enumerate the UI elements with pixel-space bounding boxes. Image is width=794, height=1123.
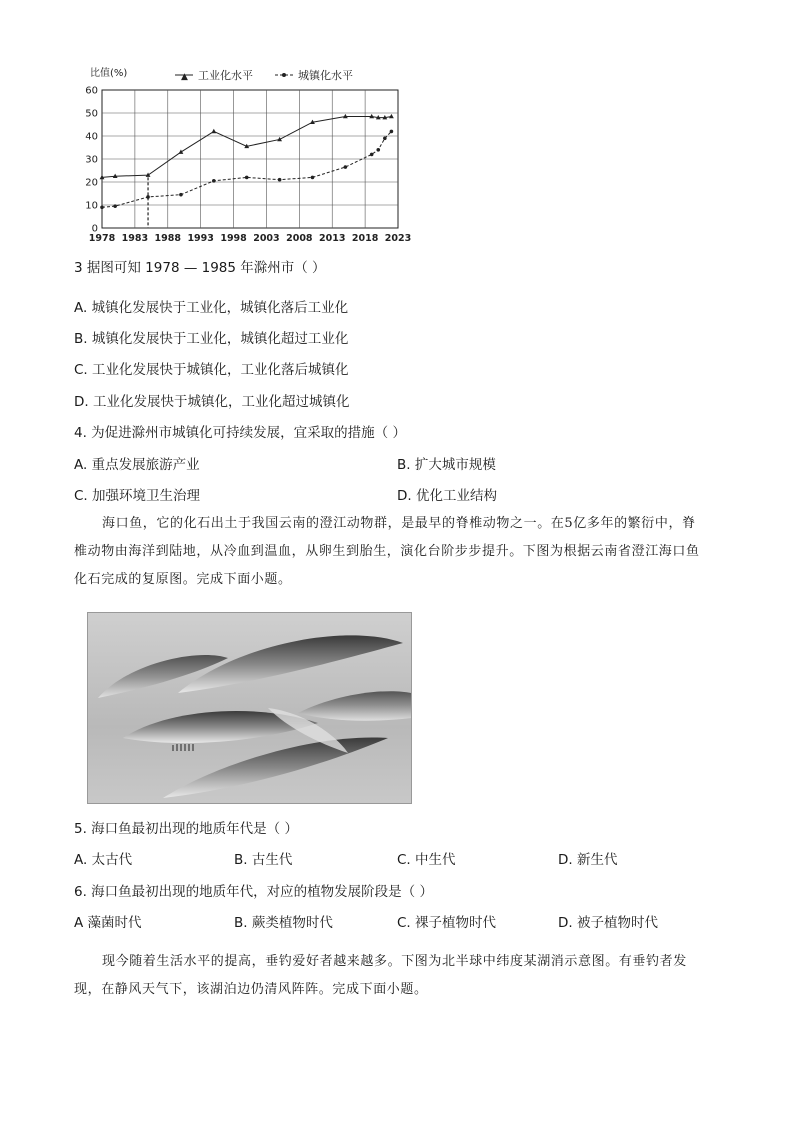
passage1-line1: 海口鱼，它的化石出土于我国云南的澄江动物群，是最早的脊椎动物之一。在5亿多年的繁衍中，脊 <box>102 516 696 531</box>
data-point-urban <box>212 179 216 183</box>
y-tick-label: 60 <box>85 85 98 97</box>
legend-marker-industrial: ▲ <box>181 72 188 82</box>
data-point-urban <box>179 193 183 197</box>
legend-marker-urban <box>282 73 286 77</box>
y-tick-label: 0 <box>91 223 98 235</box>
q4-option-d[interactable]: D. 优化工业结构 <box>397 488 497 504</box>
data-point-industrial <box>211 129 216 133</box>
data-point-industrial <box>179 150 184 154</box>
q3-option-d[interactable]: D. 工业化发展快于城镇化，工业化超过城镇化 <box>74 394 350 410</box>
y-tick-label: 10 <box>85 200 98 212</box>
data-point-urban <box>100 206 104 210</box>
q3-option-a[interactable]: A. 城镇化发展快于工业化，城镇化落后工业化 <box>74 300 349 316</box>
q3-option-c[interactable]: C. 工业化发展快于城镇化，工业化落后城镇化 <box>74 362 349 378</box>
passage2-line1: 现今随着生活水平的提高，垂钓爱好者越来越多。下图为北半球中纬度某湖消示意图。有垂钓者发 <box>102 954 687 969</box>
x-tick-label: 1978 <box>88 233 116 244</box>
series-line-1 <box>102 131 391 207</box>
data-point-urban <box>146 195 150 199</box>
y-tick-label: 50 <box>85 108 98 120</box>
passage-haikouichthys <box>74 510 724 594</box>
x-tick-label: 1993 <box>187 233 214 244</box>
legend-label-urban: 城镇化水平 <box>298 69 353 82</box>
data-point-urban <box>383 137 387 141</box>
y-tick-label: 20 <box>85 177 98 189</box>
q3-stem: 3 据图可知 1978 — 1985 年滁州市（ ） <box>74 260 326 276</box>
q6-option-c[interactable]: C. 裸子植物时代 <box>397 915 497 931</box>
x-tick-label: 2008 <box>286 233 313 244</box>
data-point-urban <box>390 130 394 134</box>
q4-option-a[interactable]: A. 重点发展旅游产业 <box>74 457 200 473</box>
data-point-urban <box>113 204 117 208</box>
passage1-line3: 化石完成的复原图。完成下面小题。 <box>74 572 292 587</box>
data-point-urban <box>376 148 380 152</box>
q4-stem: 4. 为促进滁州市城镇化可持续发展，宜采取的措施（ ） <box>74 425 406 441</box>
data-point-industrial <box>389 114 394 118</box>
data-point-urban <box>370 153 374 157</box>
x-tick-label: 1998 <box>220 233 247 244</box>
q6-option-b[interactable]: B. 蕨类植物时代 <box>234 915 333 931</box>
passage2-line2: 现，在静风天气下，该湖泊边仍清风阵阵。完成下面小题。 <box>74 982 428 997</box>
passage-fishing-lake <box>74 948 724 1004</box>
haikouichthys-reconstruction-image <box>87 612 412 804</box>
legend <box>175 68 353 82</box>
x-tick-label: 2023 <box>384 233 412 244</box>
q5-option-a[interactable]: A. 太古代 <box>74 852 133 868</box>
y-axis-label: 比值(%) <box>90 68 128 79</box>
q5-stem: 5. 海口鱼最初出现的地质年代是（ ） <box>74 821 298 837</box>
q5-option-d[interactable]: D. 新生代 <box>558 852 618 868</box>
data-point-urban <box>311 176 315 180</box>
data-point-urban <box>344 165 348 169</box>
q4-option-c[interactable]: C. 加强环境卫生治理 <box>74 488 201 504</box>
q5-option-c[interactable]: C. 中生代 <box>397 852 456 868</box>
x-tick-label: 2018 <box>351 233 379 244</box>
q6-option-d[interactable]: D. 被子植物时代 <box>558 915 658 931</box>
x-tick-label: 2013 <box>318 233 346 244</box>
q6-stem: 6. 海口鱼最初出现的地质年代，对应的植物发展阶段是（ ） <box>74 884 433 900</box>
data-point-urban <box>278 178 282 182</box>
y-tick-label: 30 <box>85 154 98 166</box>
legend-label-industrial: 工业化水平 <box>198 69 253 82</box>
y-tick-label: 40 <box>85 131 98 143</box>
x-tick-label: 1988 <box>154 233 182 244</box>
q3-option-b[interactable]: B. 城镇化发展快于工业化，城镇化超过工业化 <box>74 331 349 347</box>
data-point-urban <box>245 176 249 180</box>
q5-option-b[interactable]: B. 古生代 <box>234 852 293 868</box>
q6-option-a[interactable]: A 藻菌时代 <box>74 915 142 931</box>
plot-area <box>85 86 411 245</box>
line-chart <box>80 62 420 252</box>
passage1-line2: 椎动物由海洋到陆地，从冷血到温血，从卵生到胎生，演化台阶步步提升。下图为根据云南省澄江海口鱼 <box>74 544 700 559</box>
x-tick-label: 1983 <box>121 233 149 244</box>
x-tick-label: 2003 <box>253 233 280 244</box>
q4-option-b[interactable]: B. 扩大城市规模 <box>397 457 496 473</box>
